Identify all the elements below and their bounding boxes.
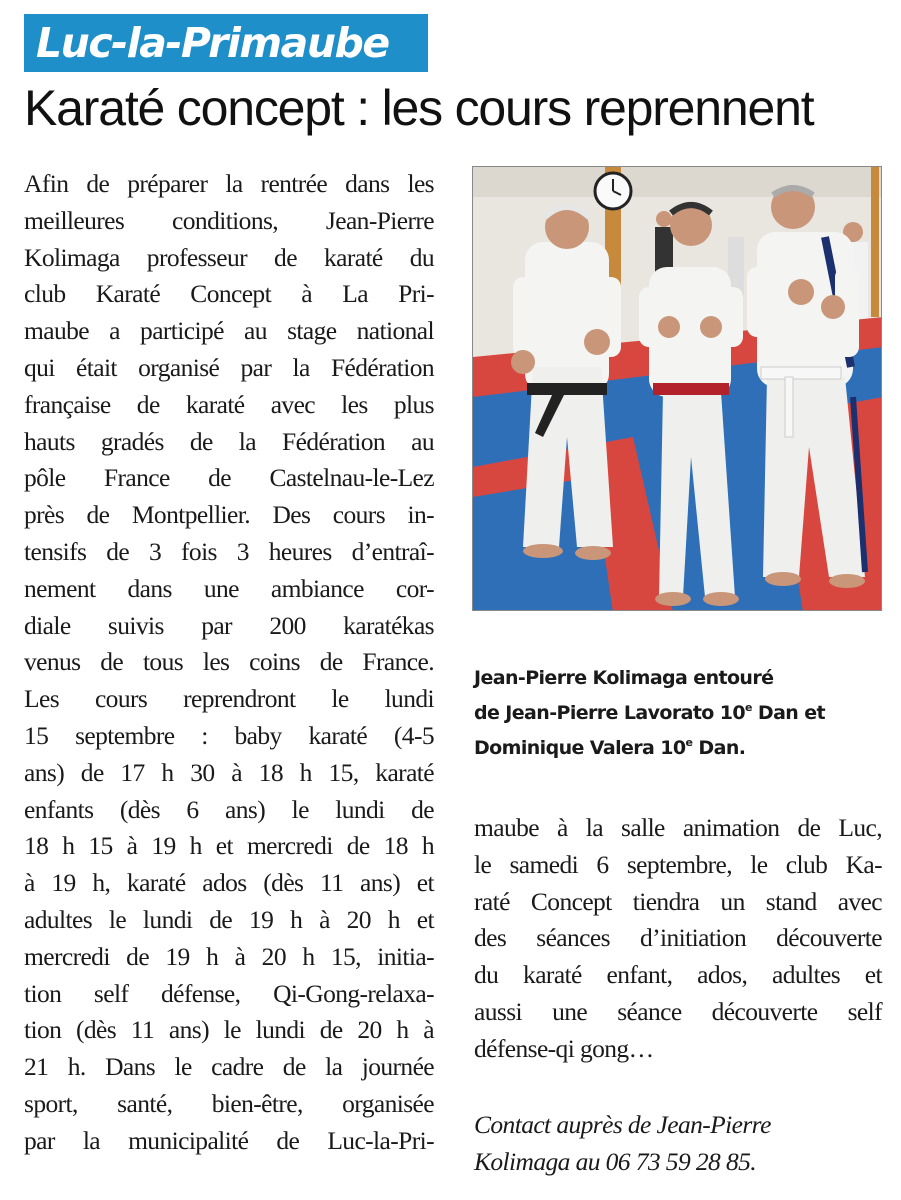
caption-text: Dan. (692, 737, 746, 759)
section-kicker: Luc-la-Primaube (24, 14, 428, 72)
body-line: aussi une séance découverte self (474, 996, 882, 1026)
body-line: qui était organisé par la Fédération (24, 352, 434, 382)
caption-text: Dan et (751, 702, 826, 724)
body-line: enfants (dès 6 ans) le lundi de (24, 794, 434, 824)
body-line: club Karaté Concept à La Pri- (24, 279, 434, 309)
body-line: sport, santé, bien-être, organisée (24, 1088, 434, 1118)
body-line: du karaté enfant, ados, adultes et (474, 960, 882, 990)
photo-illustration (473, 167, 882, 611)
body-line: à 19 h, karaté ados (dès 11 ans) et (24, 868, 434, 898)
caption-line: Jean-Pierre Kolimaga entouré (474, 667, 774, 689)
caption-superscript: e (745, 701, 752, 714)
body-line: tion self défense, Qi-Gong-relaxa- (24, 978, 434, 1008)
body-line: tion (dès 11 ans) le lundi de 20 h à (24, 1015, 434, 1045)
contact-line: Contact auprès de Jean-Pierre (474, 1110, 771, 1139)
body-line: hauts gradés de la Fédération au (24, 426, 434, 456)
body-line: française de karaté avec les plus (24, 389, 434, 419)
article-body-right (474, 810, 882, 1068)
headline: Karaté concept : les cours reprennent (24, 80, 814, 136)
body-line: mercredi de 19 h à 20 h 15, initia- (24, 941, 434, 971)
bg-person-head (656, 211, 672, 227)
contact-line: Kolimaga au 06 73 59 28 85. (474, 1146, 757, 1176)
body-line: meilleures conditions, Jean-Pierre (24, 205, 434, 235)
body-line: maube à la salle animation de Luc, (474, 813, 882, 842)
body-line: nement dans une ambiance cor- (24, 573, 434, 603)
photo-wall-shade (473, 167, 882, 197)
body-line: raté Concept tiendra un stand avec (474, 886, 882, 916)
body-line: 18 h 15 à 19 h et mercredi de 18 h (24, 831, 434, 861)
body-line: Kolimaga professeur de karaté du (24, 242, 434, 272)
caption-line (474, 731, 884, 766)
karate-photo (472, 166, 882, 611)
body-line: près de Montpellier. Des cours in- (24, 500, 434, 530)
photo-caption (474, 661, 884, 766)
body-line: des séances d’initiation découverte (474, 923, 882, 953)
caption-line (474, 696, 884, 731)
body-line: tensifs de 3 fois 3 heures d’entraî- (24, 536, 434, 566)
caption-text: de Jean-Pierre Lavorato 10 (474, 702, 746, 724)
caption-text: Dominique Valera 10 (474, 737, 686, 759)
body-line: adultes le lundi de 19 h à 20 h et (24, 904, 434, 934)
contact-info (474, 1107, 884, 1181)
caption-superscript: e (685, 736, 693, 749)
article-body-left (24, 166, 434, 1160)
body-line: Afin de préparer la rentrée dans les (24, 169, 434, 198)
body-line: le samedi 6 septembre, le club Ka- (474, 849, 882, 879)
body-line: défense-qi gong… (474, 1033, 654, 1063)
body-line: 21 h. Dans le cadre de la journée (24, 1052, 434, 1082)
photo-pillar-right (871, 167, 879, 317)
body-line: ans) de 17 h 30 à 18 h 15, karaté (24, 757, 434, 787)
body-line: par la municipalité de Luc-la-Pri- (24, 1125, 434, 1155)
body-line: diale suivis par 200 karatékas (24, 610, 434, 640)
body-line: 15 septembre : baby karaté (4-5 (24, 720, 434, 750)
body-line: venus de tous les coins de France. (24, 647, 434, 677)
body-line: Les cours reprendront le lundi (24, 684, 434, 714)
body-line: maube a participé au stage national (24, 316, 434, 346)
body-line: pôle France de Castelnau-le-Lez (24, 463, 434, 493)
